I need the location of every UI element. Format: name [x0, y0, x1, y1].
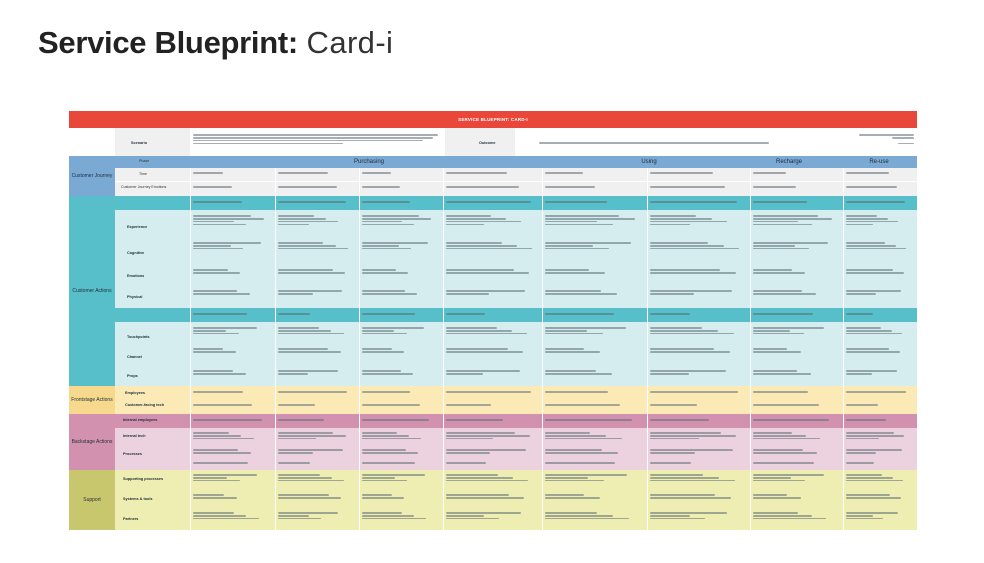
cell-fine-print: [362, 289, 434, 296]
cell-fine-print: [193, 171, 267, 175]
cell-fine-print: [753, 200, 835, 204]
cell-fine-print: [362, 185, 434, 189]
cell-fine-print: [446, 347, 535, 354]
cell-fine-print: [278, 241, 350, 251]
cell-fine-print: [545, 390, 639, 394]
cell-fine-print: [545, 289, 639, 296]
cell-fine-print: [278, 511, 350, 521]
cell-fine-print: [753, 312, 835, 316]
cell-fine-print: [362, 493, 434, 500]
cell-fine-print: [278, 185, 350, 189]
lane-label-support: Support: [83, 497, 101, 503]
cell-fine-print: [362, 326, 434, 336]
cell-fine-print: [846, 289, 908, 296]
cell-fine-print: [846, 473, 908, 483]
action-row-props: Props: [127, 374, 138, 378]
cell-fine-print: [846, 312, 908, 316]
cell-fine-print: [545, 431, 639, 441]
cell-fine-print: [278, 390, 350, 394]
cell-fine-print: [193, 326, 267, 336]
cell-fine-print: [753, 171, 835, 175]
cell-fine-print: [545, 403, 639, 407]
cell-fine-print: [545, 418, 639, 422]
lane-label-customer-actions: Customer Actions: [72, 288, 112, 294]
cell-fine-print: [446, 268, 535, 275]
cell-fine-print: [545, 369, 639, 376]
cell-fine-print: [545, 326, 639, 336]
cell-fine-print: [446, 200, 535, 204]
phase-recharge: Recharge: [775, 159, 802, 165]
cell-fine-print: [446, 214, 535, 226]
cell-fine-print: [362, 268, 434, 275]
cell-fine-print: [545, 312, 639, 316]
cell-fine-print: [753, 403, 835, 407]
cell-fine-print: [650, 403, 742, 407]
cell-fine-print: [362, 347, 434, 354]
backstage-row-processes: Processes: [123, 452, 142, 456]
cell-fine-print: [545, 185, 639, 189]
cell-fine-print: [650, 431, 742, 441]
cell-fine-print: [846, 369, 908, 376]
cell-fine-print: [278, 473, 350, 483]
phase-using: Using: [641, 159, 657, 165]
backstage-row-employees: Internal employees: [123, 418, 158, 422]
cell-fine-print: [446, 448, 535, 455]
cell-fine-print: [446, 390, 535, 394]
cell-fine-print: [846, 511, 908, 521]
cell-fine-print: [193, 431, 267, 441]
cell-fine-print: [278, 326, 350, 336]
cell-fine-print: [650, 200, 742, 204]
cell-fine-print: [278, 369, 350, 376]
cell-fine-print: [650, 312, 742, 316]
cell-fine-print: [362, 312, 434, 316]
cell-fine-print: [193, 347, 267, 354]
cell-fine-print: [362, 171, 434, 175]
service-blueprint: [69, 111, 917, 530]
cell-fine-print: [545, 171, 639, 175]
cell-fine-print: [278, 431, 350, 441]
cell-fine-print: [753, 289, 835, 296]
cell-fine-print: [193, 418, 267, 422]
cell-fine-print: [362, 390, 434, 394]
cell-fine-print: [362, 403, 434, 407]
cell-fine-print: [446, 461, 535, 465]
support-row-partners: Partners: [123, 517, 139, 521]
cell-fine-print: [650, 326, 742, 336]
frontstage-row-tech: Customer-facing tech: [125, 403, 165, 407]
cell-fine-print: [650, 461, 742, 465]
frontstage-row-employees: Employees: [125, 391, 146, 395]
row-emotions: Customer Journey Emotions: [121, 185, 167, 189]
cell-fine-print: [362, 200, 434, 204]
cell-fine-print: [545, 347, 639, 354]
cell-fine-print: [193, 241, 267, 251]
cell-fine-print: [446, 241, 535, 251]
cell-fine-print: [753, 326, 835, 336]
cell-fine-print: [753, 431, 835, 441]
cell-fine-print: [846, 185, 908, 189]
cell-fine-print: [278, 289, 350, 296]
backstage-row-tech: Internal tech: [123, 434, 146, 438]
support-row-processes: Supporting processes: [123, 477, 164, 481]
cell-fine-print: [753, 390, 835, 394]
outcome-label: Outcome: [479, 141, 496, 145]
cell-fine-print: [846, 268, 908, 275]
cell-fine-print: [650, 369, 742, 376]
cell-fine-print: [650, 268, 742, 275]
cell-fine-print: [446, 185, 535, 189]
cell-fine-print: [278, 268, 350, 275]
cell-fine-print: [362, 431, 434, 441]
slide-title: [38, 24, 393, 62]
support-row-systems: Systems & tools: [123, 497, 153, 501]
cell-fine-print: [846, 214, 908, 226]
cell-fine-print: [846, 461, 908, 465]
cell-fine-print: [650, 241, 742, 251]
cell-fine-print: [446, 403, 535, 407]
cell-fine-print: [545, 461, 639, 465]
cell-fine-print: [545, 493, 639, 500]
cell-fine-print: [362, 511, 434, 521]
cell-fine-print: [650, 473, 742, 483]
cell-fine-print: [193, 390, 267, 394]
action-row-channel: Channel: [127, 355, 142, 359]
cell-fine-print: [278, 214, 350, 226]
cell-fine-print: [362, 241, 434, 251]
cell-fine-print: [446, 493, 535, 500]
cell-fine-print: [193, 511, 267, 521]
cell-fine-print: [278, 312, 350, 316]
action-row-cognitive: Cognitive: [127, 251, 145, 255]
cell-fine-print: [545, 200, 639, 204]
cell-fine-print: [446, 312, 535, 316]
cell-fine-print: [753, 461, 835, 465]
cell-fine-print: [362, 448, 434, 455]
lane-label-customer-journey: Customer Journey: [71, 173, 113, 179]
cell-fine-print: [545, 241, 639, 251]
lane-label-backstage: Backstage Actions: [71, 439, 113, 445]
cell-fine-print: [193, 461, 267, 465]
cell-fine-print: [545, 511, 639, 521]
cell-fine-print: [846, 403, 908, 407]
cell-fine-print: [753, 241, 835, 251]
cell-fine-print: [446, 369, 535, 376]
action-row-physical: Physical: [127, 295, 143, 299]
cell-fine-print: [846, 171, 908, 175]
phase-reuse: Re-use: [869, 159, 889, 165]
cell-fine-print: [193, 289, 267, 296]
cell-fine-print: [846, 493, 908, 500]
cell-fine-print: [650, 493, 742, 500]
cell-fine-print: [545, 214, 639, 226]
cell-fine-print: [446, 171, 535, 175]
action-row-touchpoints: Touchpoints: [127, 335, 150, 339]
cell-fine-print: [753, 418, 835, 422]
cell-fine-print: [846, 347, 908, 354]
cell-fine-print: [545, 448, 639, 455]
cell-fine-print: [650, 511, 742, 521]
cell-fine-print: [446, 473, 535, 483]
cell-fine-print: [753, 473, 835, 483]
cell-fine-print: [193, 200, 267, 204]
cell-fine-print: [846, 448, 908, 455]
cell-fine-print: [753, 347, 835, 354]
cell-fine-print: [753, 511, 835, 521]
cell-fine-print: [362, 473, 434, 483]
cell-fine-print: [193, 473, 267, 483]
row-time: Time: [139, 172, 147, 176]
cell-fine-print: [753, 185, 835, 189]
cell-fine-print: [846, 241, 908, 251]
cell-fine-print: [278, 171, 350, 175]
cell-fine-print: [650, 390, 742, 394]
cell-fine-print: [846, 326, 908, 336]
cell-fine-print: [193, 185, 267, 189]
slide-title-light: Card-i: [306, 25, 394, 60]
phase-row-label: Phase: [139, 159, 150, 163]
cell-fine-print: [193, 493, 267, 500]
cell-fine-print: [278, 347, 350, 354]
cell-fine-print: [846, 390, 908, 394]
cell-fine-print: [753, 214, 835, 226]
cell-fine-print: [362, 461, 434, 465]
cell-fine-print: [278, 418, 350, 422]
cell-fine-print: [650, 214, 742, 226]
cell-fine-print: [278, 403, 350, 407]
cell-fine-print: [545, 473, 639, 483]
cell-fine-print: [446, 511, 535, 521]
cell-fine-print: [650, 418, 742, 422]
cell-fine-print: [446, 289, 535, 296]
cell-fine-print: [278, 461, 350, 465]
phase-purchasing: Purchasing: [353, 159, 385, 165]
cell-fine-print: [278, 200, 350, 204]
cell-fine-print: [193, 214, 267, 226]
cell-fine-print: [753, 448, 835, 455]
cell-fine-print: [193, 369, 267, 376]
scenario-label: Scenario: [131, 141, 148, 145]
cell-fine-print: [753, 369, 835, 376]
cell-fine-print: [446, 418, 535, 422]
cell-fine-print: [193, 448, 267, 455]
cell-fine-print: [650, 347, 742, 354]
cell-fine-print: [362, 369, 434, 376]
cell-fine-print: [446, 326, 535, 336]
cell-fine-print: [446, 431, 535, 441]
cell-fine-print: [545, 268, 639, 275]
cell-fine-print: [650, 185, 742, 189]
cell-fine-print: [846, 200, 908, 204]
cell-fine-print: [278, 493, 350, 500]
cell-fine-print: [753, 268, 835, 275]
cell-fine-print: [650, 171, 742, 175]
blueprint-header: SERVICE BLUEPRINT: CARD-I: [69, 111, 917, 128]
cell-fine-print: [193, 312, 267, 316]
cell-fine-print: [193, 403, 267, 407]
cell-fine-print: [362, 214, 434, 226]
cell-fine-print: [846, 431, 908, 441]
cell-fine-print: [193, 268, 267, 275]
cell-fine-print: [278, 448, 350, 455]
action-row-experience: Experience: [127, 225, 148, 229]
cell-fine-print: [753, 493, 835, 500]
cell-fine-print: [846, 418, 908, 422]
action-row-emotions: Emotions: [127, 274, 145, 278]
fine-print-layer: [69, 111, 917, 530]
cell-fine-print: [362, 418, 434, 422]
cell-fine-print: [650, 289, 742, 296]
cell-fine-print: [650, 448, 742, 455]
slide-title-bold: Service Blueprint:: [38, 25, 298, 60]
lane-label-frontstage: Frontstage Actions: [71, 397, 113, 403]
